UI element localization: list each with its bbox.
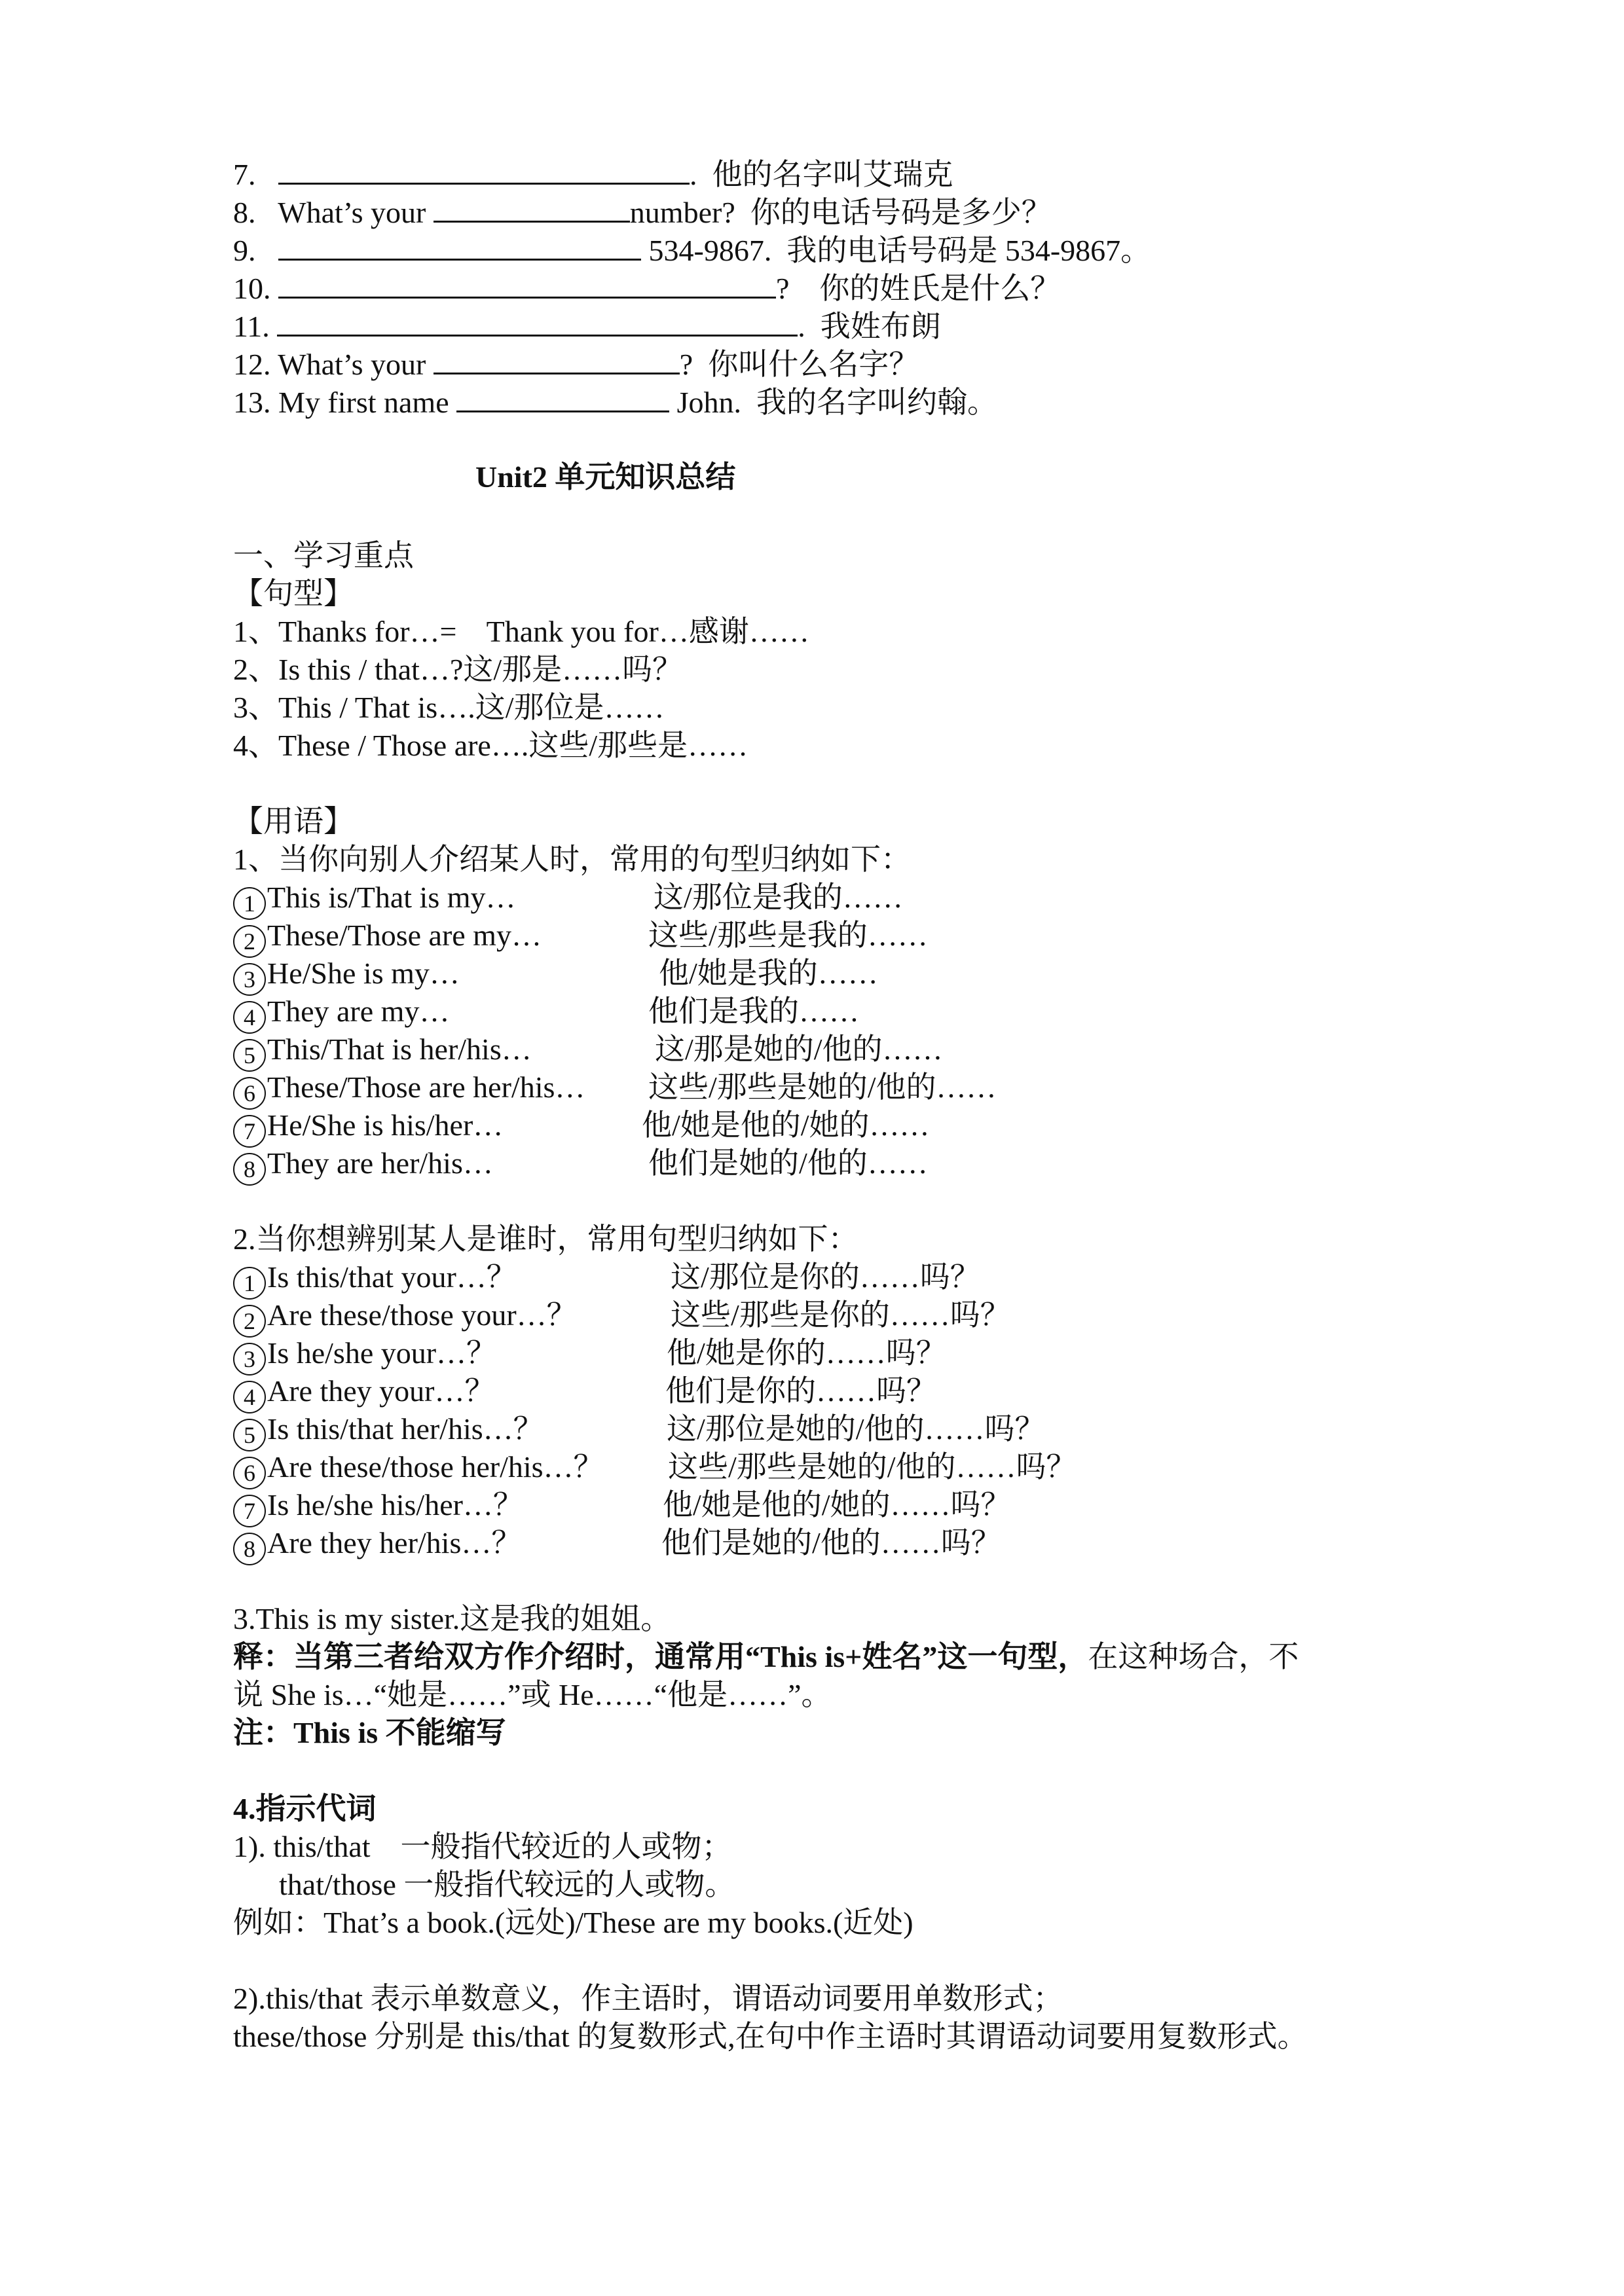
demonstratives-point1-cont: that/those 一般指代较远的人或物。 — [279, 1868, 735, 1901]
exercise-item-12: 12. What’s your ? 你叫什么名字？ — [233, 348, 919, 381]
exercise-item-7: 7. . 他的名字叫艾瑞克 — [233, 158, 953, 191]
answer-blank[interactable] — [277, 308, 798, 337]
note3-explanation: 释：当第三者给双方作介绍时，通常用“This is+姓名”这一句型，在这种场合，不 — [233, 1640, 1299, 1673]
pattern-item: 2、Is this / that…?这/那是……吗？ — [233, 653, 683, 686]
answer-blank[interactable] — [278, 232, 641, 261]
circled-number: 8 — [233, 1153, 266, 1186]
intro-item: 7 He/She is his/her… — [233, 1106, 503, 1144]
demonstratives-heading: 4.指示代词 — [233, 1792, 377, 1825]
identify-item: 3 Is he/she your…？ — [233, 1334, 496, 1372]
intro-item-zh: 这些/那些是她的/他的…… — [648, 1070, 997, 1104]
exercise-item-8: 8. What’s your number? 你的电话号码是多少？ — [233, 196, 1052, 229]
note3-sentence: 3.This is my sister.这是我的姐姐。 — [233, 1602, 671, 1635]
identify-item-zh: 他/她是他的/她的……吗？ — [663, 1488, 1011, 1522]
circled-number: 7 — [233, 1115, 266, 1148]
intro-item: 4 They are my… — [233, 993, 449, 1030]
identify-item-zh: 他/她是你的……吗？ — [667, 1336, 946, 1370]
identify-item: 4 Are they your…？ — [233, 1372, 494, 1410]
identify-item: 2 Are these/those your…？ — [233, 1296, 577, 1334]
identify-item-zh: 这些/那些是你的……吗？ — [671, 1298, 1010, 1332]
circled-number: 8 — [233, 1533, 266, 1565]
intro-item: 5 This/That is her/his… — [233, 1030, 532, 1068]
circled-number: 5 — [233, 1039, 266, 1072]
pattern-item: 4、These / Those are….这些/那些是…… — [233, 729, 748, 762]
circled-number: 2 — [233, 1305, 266, 1338]
demonstratives-point2-cont: these/those 分别是 this/that 的复数形式,在句中作主语时其谓语动词要用复数形式。 — [233, 2020, 1308, 2053]
exercise-item-9: 9. 534-9867. 我的电话号码是 534-9867。 — [233, 234, 1151, 267]
intro-item-zh: 他/她是他的/她的…… — [642, 1108, 930, 1142]
answer-blank[interactable] — [278, 270, 776, 299]
identify-item: 5 Is this/that her/his…？ — [233, 1410, 544, 1448]
circled-number: 1 — [233, 887, 266, 920]
identify-item-zh: 这些/那些是她的/他的……吗？ — [668, 1450, 1077, 1484]
circled-number: 4 — [233, 1381, 266, 1413]
intro-item-zh: 他/她是我的…… — [659, 957, 878, 990]
patterns-heading: 【句型】 — [233, 577, 354, 610]
circled-number: 5 — [233, 1419, 266, 1451]
circled-number: 4 — [233, 1001, 266, 1034]
intro-item-zh: 这/那是她的/他的…… — [655, 1032, 943, 1066]
intro-item: 3 He/She is my… — [233, 955, 460, 993]
answer-blank[interactable] — [434, 194, 630, 223]
demonstratives-example: 例如：That’s a book.(远处)/These are my books.(近处) — [233, 1906, 913, 1939]
identify-item: 8 Are they her/his…？ — [233, 1524, 521, 1562]
exercise-item-11: 11. . 我姓布朗 — [233, 310, 941, 343]
circled-number: 7 — [233, 1495, 266, 1527]
exercise-item-13: 13. My first name John. 我的名字叫约翰。 — [233, 386, 998, 419]
identify-item: 7 Is he/she his/her…？ — [233, 1486, 523, 1524]
demonstratives-point1: 1). this/that 一般指代较近的人或物； — [233, 1830, 732, 1863]
identify-item: 6 Are these/those her/his…？ — [233, 1448, 604, 1486]
intro-item-zh: 他们是我的…… — [648, 994, 859, 1028]
circled-number: 6 — [233, 1457, 266, 1489]
circled-number: 2 — [233, 925, 266, 958]
intro-item-zh: 他们是她的/他的…… — [648, 1146, 928, 1180]
identify-item-zh: 这/那位是你的……吗？ — [671, 1260, 980, 1294]
intro-item: 2 These/Those are my… — [233, 917, 542, 955]
demonstratives-point2: 2).this/that 表示单数意义，作主语时，谓语动词要用单数形式； — [233, 1982, 1063, 2015]
pattern-item: 1、Thanks for…= Thank you for…感谢…… — [233, 615, 809, 648]
answer-blank[interactable] — [434, 346, 680, 374]
expressions-heading: 【用语】 — [233, 805, 354, 838]
intro-item-zh: 这/那位是我的…… — [654, 881, 903, 914]
circled-number: 3 — [233, 1343, 266, 1376]
note3-note: 注：This is 不能缩写 — [233, 1716, 506, 1749]
identify-title: 2.当你想辨别某人是谁时，常用句型归纳如下： — [233, 1222, 858, 1256]
note3-explanation-cont: 说 She is…“她是……”或 He……“他是……”。 — [233, 1678, 832, 1711]
answer-blank[interactable] — [456, 384, 669, 412]
identify-item-zh: 他们是她的/他的……吗？ — [661, 1526, 1001, 1559]
unit-title: Unit2 单元知识总结 — [475, 460, 736, 494]
answer-blank[interactable] — [278, 156, 690, 185]
identify-item: 1 Is this/that your…？ — [233, 1258, 517, 1296]
intro-item: 6 These/Those are her/his… — [233, 1068, 585, 1106]
intro-item-zh: 这些/那些是我的…… — [648, 919, 928, 952]
exercise-item-10: 10. ? 你的姓氏是什么？ — [233, 272, 1061, 305]
intro-item: 8 They are her/his… — [233, 1144, 493, 1182]
intro-item: 1 This is/That is my… — [233, 879, 516, 917]
circled-number: 1 — [233, 1267, 266, 1300]
circled-number: 3 — [233, 963, 266, 996]
pattern-item: 3、This / That is….这/那位是…… — [233, 691, 665, 724]
intro-title: 1、当你向别人介绍某人时，常用的句型归纳如下： — [233, 843, 911, 876]
identify-item-zh: 这/那位是她的/他的……吗？ — [667, 1412, 1045, 1446]
section-heading: 一、学习重点 — [233, 539, 414, 572]
circled-number: 6 — [233, 1077, 266, 1110]
identify-item-zh: 他们是你的……吗？ — [665, 1374, 936, 1408]
